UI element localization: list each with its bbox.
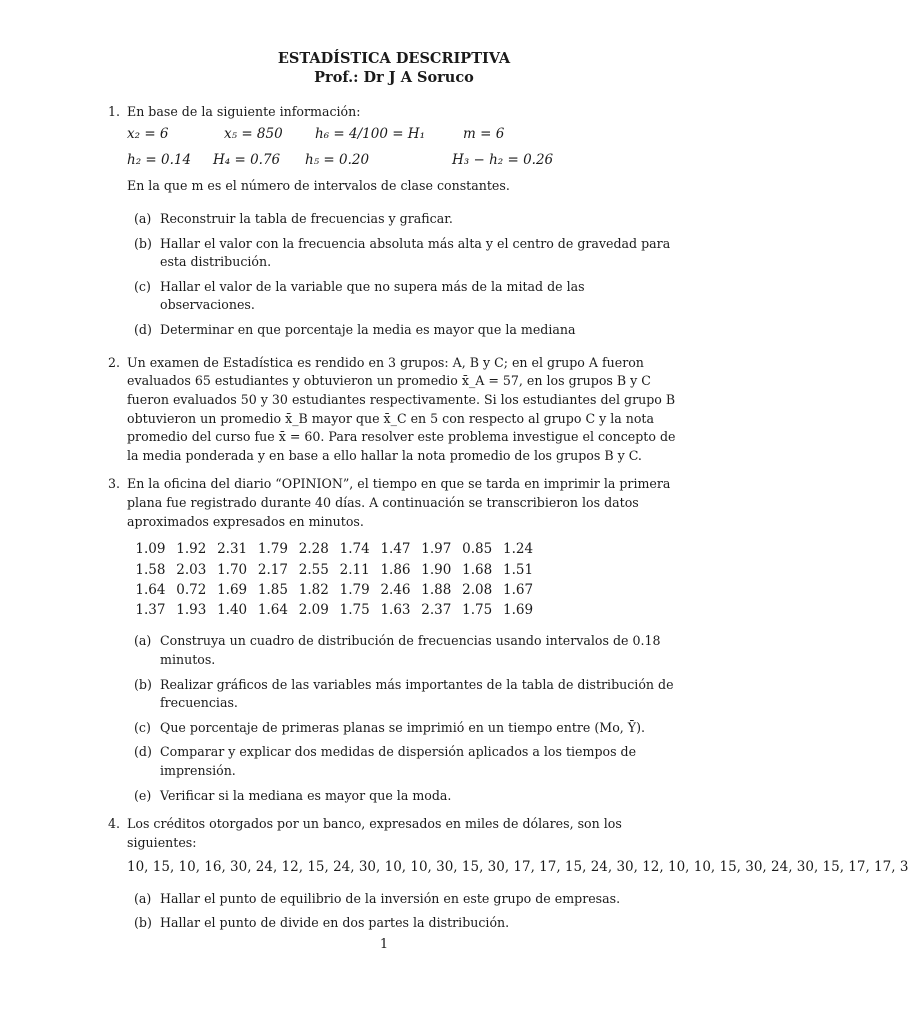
math-expr: h₂ = 0.14 — [127, 152, 192, 169]
problem-number: 2. — [108, 354, 121, 370]
table-row — [130, 600, 538, 620]
subquestion — [127, 321, 680, 340]
subquestion-text: Hallar el punto de equilibrio de la inversión en este grupo de empresas. — [160, 890, 621, 906]
subquestion-text: Comparar y explicar dos medidas de dispersión aplicados a los tiempos de imprensión. — [160, 744, 637, 779]
table-cell: 1.69 — [217, 581, 248, 598]
subquestion-label: (b) — [134, 915, 152, 931]
problem-2 — [108, 354, 680, 466]
table-cell: 1.69 — [502, 602, 534, 619]
table-cell: 1.85 — [257, 581, 288, 598]
table-row — [130, 560, 538, 580]
subquestion-label: (d) — [134, 322, 152, 338]
table-cell: 1.79 — [339, 581, 370, 598]
table-cell: 1.67 — [502, 581, 534, 598]
math-expr: H₃ − h₂ = 0.26 — [452, 152, 554, 169]
table-cell: 1.86 — [380, 561, 411, 578]
table-cell: 1.92 — [176, 541, 207, 558]
problem-1 — [108, 103, 680, 340]
document-page — [108, 50, 908, 939]
problem-note: En la que m es el número de intervalos de clase constantes. — [127, 178, 510, 194]
table-cell: 1.51 — [502, 561, 534, 578]
problem-text: Un examen de Estadística es rendido en 3 grupos: A, B y C; en el grupo A fueron evaluados 65 estudiantes y obtuvieron un promedio x̄_A = 57, en los grupos B y C fueron evaluados 50 y 30 estudiantes respectivamente. Si los estudiantes del grupo B obtuvieron un promedio x̄_B mayor que x̄_C en 5 con respecto al grupo C y la nota promedio del curso fue x̄ = 60. Para resolver este problema investigue el concepto de la media ponderada y en base a ello hallar la nota promedio de los grupos B y C. — [127, 354, 676, 463]
table-cell: 2.09 — [298, 602, 329, 619]
table-cell: 2.31 — [217, 541, 248, 558]
table-cell: 1.75 — [339, 602, 370, 619]
subquestion-text: Hallar el valor de la variable que no supera más de la mitad de las observaciones. — [160, 278, 585, 313]
table-cell: 1.75 — [462, 602, 493, 619]
problem-text: Los créditos otorgados por un banco, expresados en miles de dólares, son los siguientes: — [127, 816, 622, 850]
subquestion — [127, 235, 680, 272]
problem-number: 4. — [108, 816, 121, 832]
table-cell: 0.85 — [462, 541, 493, 558]
table-cell: 2.28 — [298, 541, 329, 558]
table-cell: 2.11 — [339, 561, 370, 578]
table-cell: 2.55 — [298, 561, 329, 578]
table-cell: 0.72 — [176, 581, 207, 598]
subquestion-label: (b) — [134, 676, 152, 692]
credits-list: 10, 15, 10, 16, 30, 24, 12, 15, 24, 30, 10, 10, 30, 15, 30, 17, 17, 15, 24, 30, 12, 10, 10, 15, 30, 24, 30, 15, 17, 17, 3 — [127, 858, 908, 875]
table-cell: 1.24 — [502, 541, 534, 558]
print-times-table — [130, 539, 538, 620]
subquestion-text: Realizar gráficos de las variables más importantes de la tabla de distribución de frecuencias. — [160, 676, 674, 711]
subquestion-text: Determinar en que porcentaje la media es mayor que la mediana — [160, 322, 576, 338]
problem-3 — [108, 475, 680, 805]
table-cell: 1.40 — [217, 602, 248, 619]
table-cell: 1.09 — [135, 541, 166, 558]
subquestion — [127, 743, 680, 780]
table-cell: 2.17 — [257, 561, 288, 578]
table-cell: 1.70 — [217, 561, 248, 578]
table-row — [130, 580, 538, 600]
subquestion-label: (e) — [134, 787, 152, 803]
math-expr: x₅ = 850 — [224, 126, 283, 143]
table-cell: 1.88 — [421, 581, 452, 598]
subquestion-label: (c) — [134, 719, 151, 735]
table-cell: 1.58 — [135, 561, 166, 578]
subquestion-list — [127, 210, 680, 340]
subquestion-list — [127, 632, 680, 805]
subquestion-text: Reconstruir la tabla de frecuencias y graficar. — [160, 210, 453, 226]
math-expr: h₆ = 4/100 = H₁ — [315, 126, 425, 143]
document-title: ESTADÍSTICA DESCRIPTIVA — [277, 50, 511, 67]
table-cell: 1.64 — [135, 581, 166, 598]
table-cell: 1.47 — [380, 541, 411, 558]
subquestion-label: (a) — [134, 210, 152, 226]
table-cell: 1.74 — [339, 541, 370, 558]
subquestion-text: Hallar el valor con la frecuencia absoluta más alta y el centro de gravedad para esta distribución. — [160, 235, 671, 270]
subquestion — [127, 278, 680, 315]
subquestion-label: (c) — [134, 278, 151, 294]
subquestion-label: (a) — [134, 890, 152, 906]
table-cell: 1.68 — [462, 561, 493, 578]
problem-number: 1. — [108, 103, 121, 119]
table-row — [130, 539, 538, 559]
table-cell: 1.79 — [257, 541, 288, 558]
subquestion — [127, 719, 680, 738]
subquestion-text: Hallar el punto de divide en dos partes la distribución. — [160, 915, 510, 931]
math-expr: m = 6 — [463, 126, 505, 143]
subquestion — [127, 210, 680, 229]
table-cell: 2.03 — [176, 561, 207, 578]
subquestion-label: (b) — [134, 235, 152, 251]
math-expr: x₂ = 6 — [127, 126, 169, 143]
subquestion-label: (d) — [134, 744, 152, 760]
subquestion — [127, 787, 680, 806]
subquestion-text: Que porcentaje de primeras planas se imprimió en un tiempo entre (Mo, Ȳ). — [160, 719, 646, 735]
table-cell: 1.97 — [421, 541, 452, 558]
problem-4 — [108, 815, 908, 932]
subquestion-text: Construya un cuadro de distribución de frecuencias usando intervalos de 0.18 minutos. — [160, 633, 661, 667]
table-cell: 1.93 — [176, 602, 207, 619]
table-cell: 1.37 — [135, 602, 166, 619]
subquestion — [127, 890, 680, 909]
table-cell: 2.37 — [421, 602, 452, 619]
math-expr: h₅ = 0.20 — [305, 152, 370, 169]
table-cell: 2.08 — [462, 581, 493, 598]
document-author: Prof.: Dr J A Soruco — [314, 68, 474, 86]
math-row — [127, 151, 680, 177]
problem-text: En la oficina del diario “OPINION”, el tiempo en que se tarda en imprimir la primera plana fue registrado durante 40 días. A continuación se transcribieron los datos aproximados expresados en minutos. — [127, 476, 671, 529]
problem-number: 3. — [108, 476, 121, 492]
table-cell: 1.64 — [257, 602, 288, 619]
subquestion-label: (a) — [134, 633, 152, 649]
math-expr: H₄ = 0.76 — [213, 152, 281, 169]
subquestion-text: Verificar si la mediana es mayor que la moda. — [160, 787, 452, 803]
table-cell: 1.90 — [421, 561, 452, 578]
problem-intro: En base de la siguiente información: — [127, 103, 361, 119]
table-cell: 1.63 — [380, 602, 411, 619]
table-cell: 1.82 — [298, 581, 329, 598]
math-row — [127, 125, 680, 151]
subquestion-list — [127, 890, 680, 933]
subquestion — [127, 632, 680, 669]
subquestion — [127, 676, 680, 713]
page-number: 1 — [379, 937, 389, 952]
table-cell: 2.46 — [380, 581, 411, 598]
subquestion — [127, 914, 680, 933]
